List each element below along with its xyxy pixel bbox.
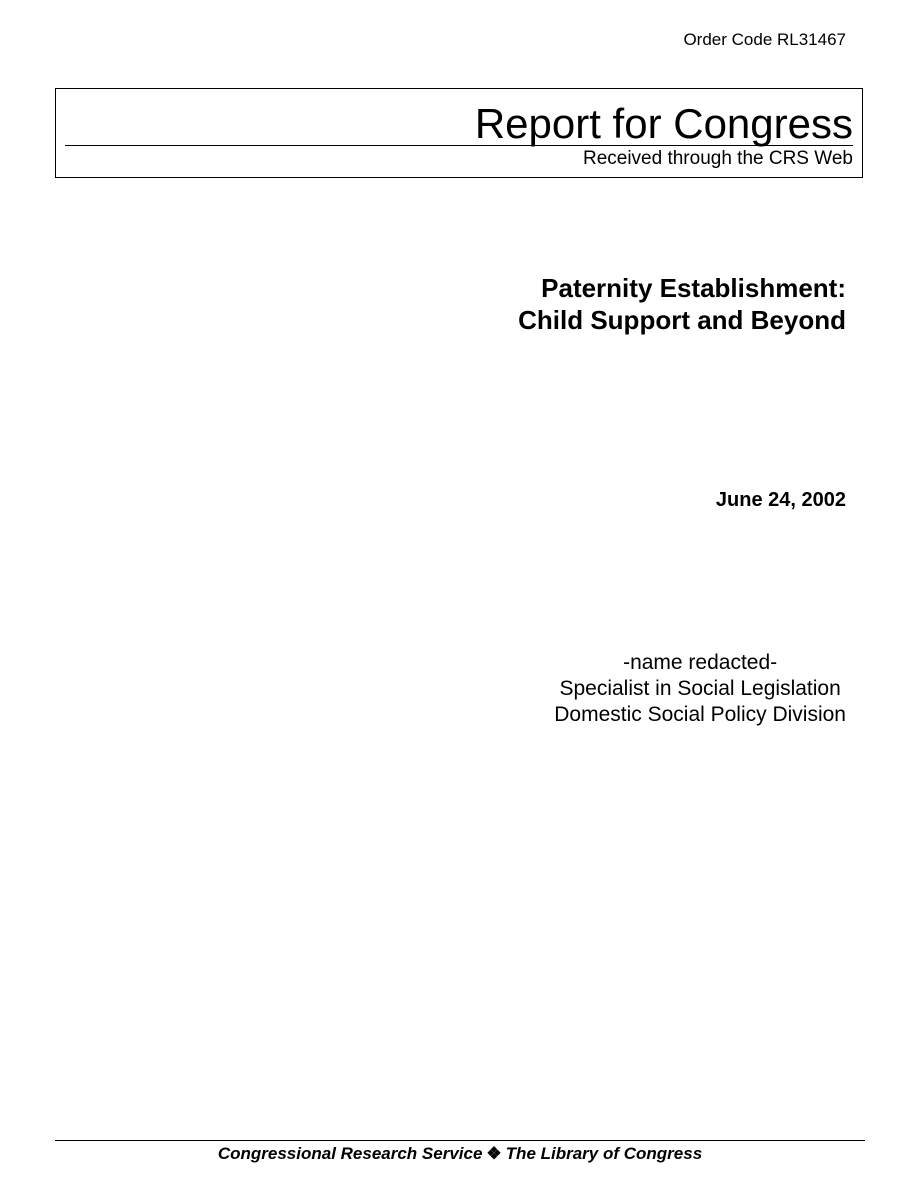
report-title-line-1: Paternity Establishment: xyxy=(541,273,846,303)
report-header-box xyxy=(55,88,863,178)
author-name: -name redacted- xyxy=(623,651,778,674)
footer-divider xyxy=(55,1140,865,1141)
report-date: June 24, 2002 xyxy=(715,489,846,511)
footer-library: The Library of Congress xyxy=(505,1144,703,1163)
footer xyxy=(0,1143,920,1165)
footer-organization: Congressional Research Service xyxy=(217,1144,483,1163)
author-block xyxy=(554,650,846,728)
report-series-subtitle: Received through the CRS Web xyxy=(582,148,853,169)
author-division: Domestic Social Policy Division xyxy=(554,703,846,726)
report-title xyxy=(518,272,846,336)
report-series-title: Report for Congress xyxy=(474,100,853,147)
four-petal-diamond-icon: ❖ xyxy=(486,1144,502,1163)
author-position: Specialist in Social Legislation xyxy=(559,677,841,700)
report-title-line-2: Child Support and Beyond xyxy=(518,305,846,335)
order-code: Order Code RL31467 xyxy=(683,30,846,49)
header-divider xyxy=(65,145,853,146)
